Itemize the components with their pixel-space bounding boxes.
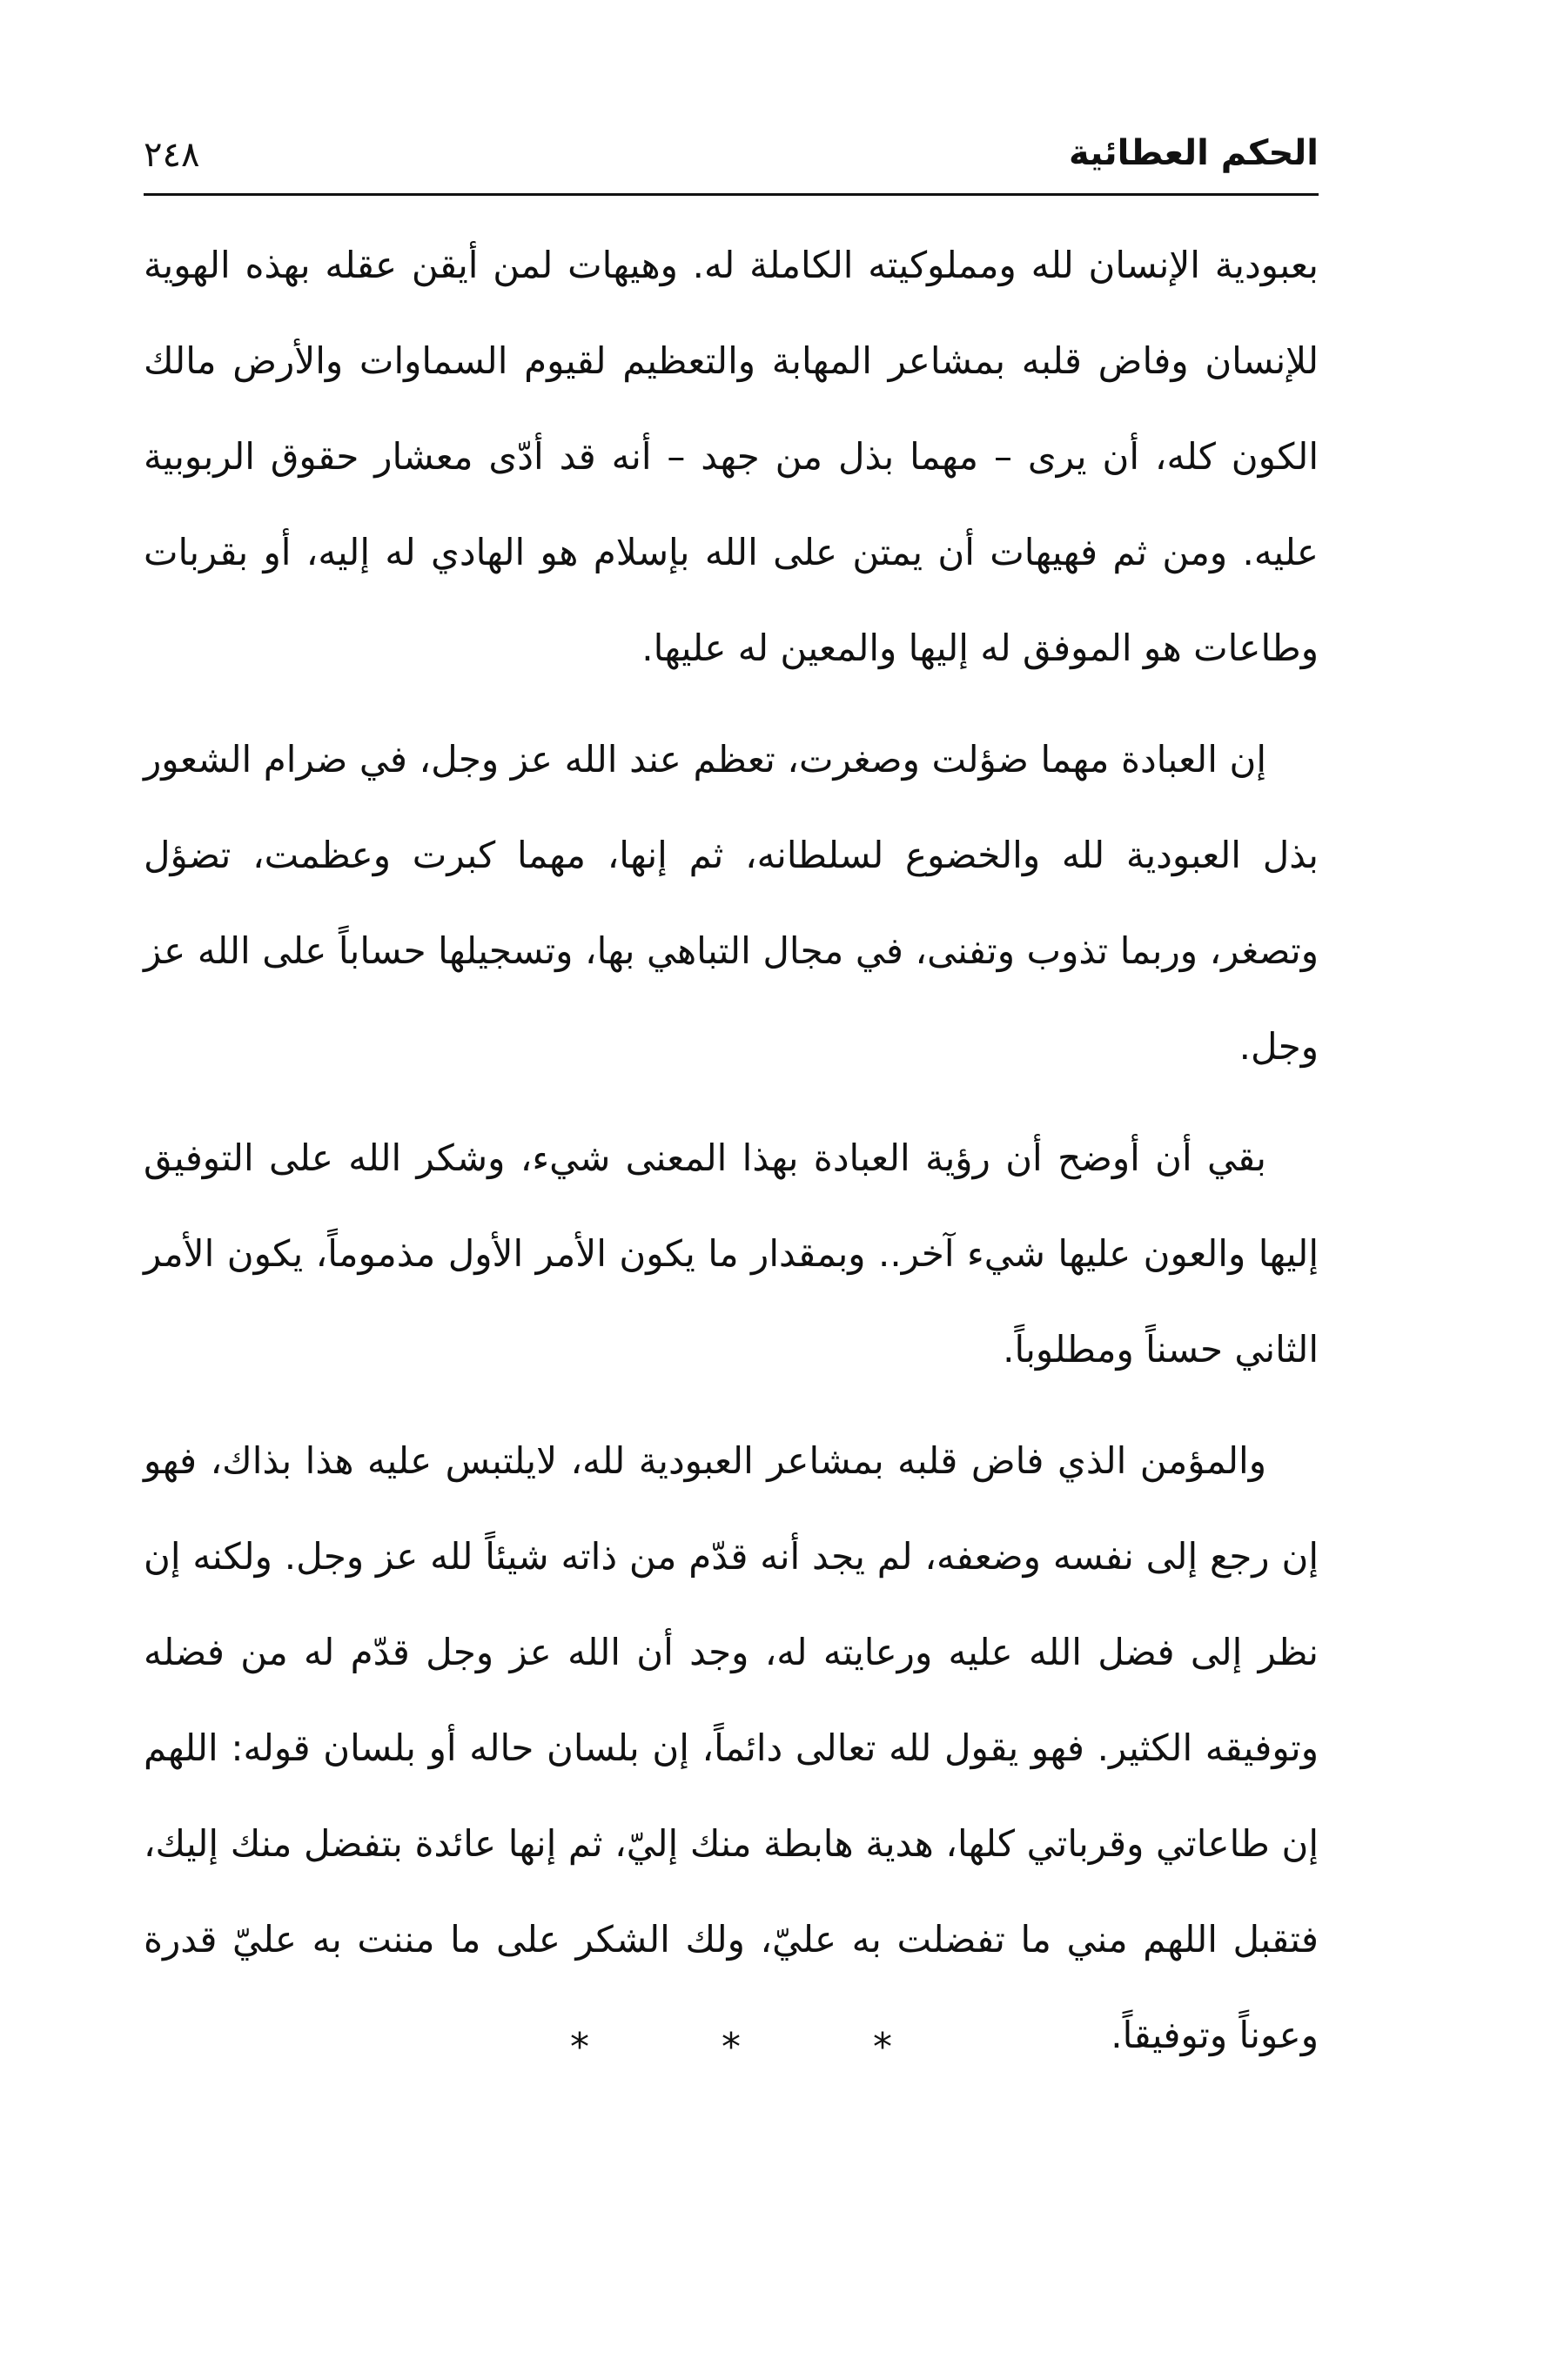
body-text <box>144 218 1319 2099</box>
paragraph-2: إن العبادة مهما ضؤلت وصغرت، تعظم عند الله عز وجل، في ضرام الشعور بذل العبودية لله والخضوع لسلطانه، ثم إنها، مهما كبرت وعظمت، تضؤل وتصغر، وربما تذوب وتفنى، في مجال التباهي بها، وتسجيلها حساباً على الله عز وجل. <box>144 738 1319 1068</box>
separator-asterisk: * <box>873 2025 892 2069</box>
section-separator <box>144 2017 1319 2078</box>
paragraph-3: بقي أن أوضح أن رؤية العبادة بهذا المعنى شيء، وشكر الله على التوفيق إليها والعون عليها شيء آخر.. وبمقدار ما يكون الأمر الأول مذموماً، يكون الأمر الثاني حسناً ومطلوباً. <box>144 1136 1319 1371</box>
book-title: الحكم العطائية <box>1068 133 1319 173</box>
separator-asterisk: * <box>570 2025 589 2069</box>
header-rule <box>144 193 1319 196</box>
running-header <box>144 122 1319 191</box>
paragraph-4: والمؤمن الذي فاض قلبه بمشاعر العبودية لله، لايلتبس عليه هذا بذاك، فهو إن رجع إلى نفسه وضعفه، لم يجد أنه قدّم من ذاته شيئاً لله عز وجل. ولكنه إن نظر إلى فضل الله عليه ورعايته له، وجد أن الله عز وجل قدّم له من فضله وتوفيقه الكثير. فهو يقول لله تعالى دائماً، إن بلسان حاله أو بلسان قوله: اللهم إن طاعاتي وقرباتي كلها، هدية هابطة منك إليّ، ثم إنها عائدة بتفضل منك إليك، فتقبل اللهم مني ما تفضلت به عليّ، ولك الشكر على ما مننت به عليّ قدرة وعوناً وتوفيقاً. <box>144 1439 1319 2056</box>
page-number: ٢٤٨ <box>144 135 200 175</box>
paragraph-1: بعبودية الإنسان لله ومملوكيته الكاملة له. وهيهات لمن أيقن عقله بهذه الهوية للإنسان وفاض قلبه بمشاعر المهابة والتعظيم لقيوم السماوات والأرض مالك الكون كله، أن يرى – مهما بذل من جهد – أنه قد أدّى معشار حقوق الربوبية عليه. ومن ثم فهيهات أن يمتن على الله بإسلام هو الهادي له إليه، أو بقربات وطاعات هو الموفق له إليها والمعين له عليها. <box>144 244 1319 669</box>
separator-asterisk: * <box>722 2025 741 2069</box>
